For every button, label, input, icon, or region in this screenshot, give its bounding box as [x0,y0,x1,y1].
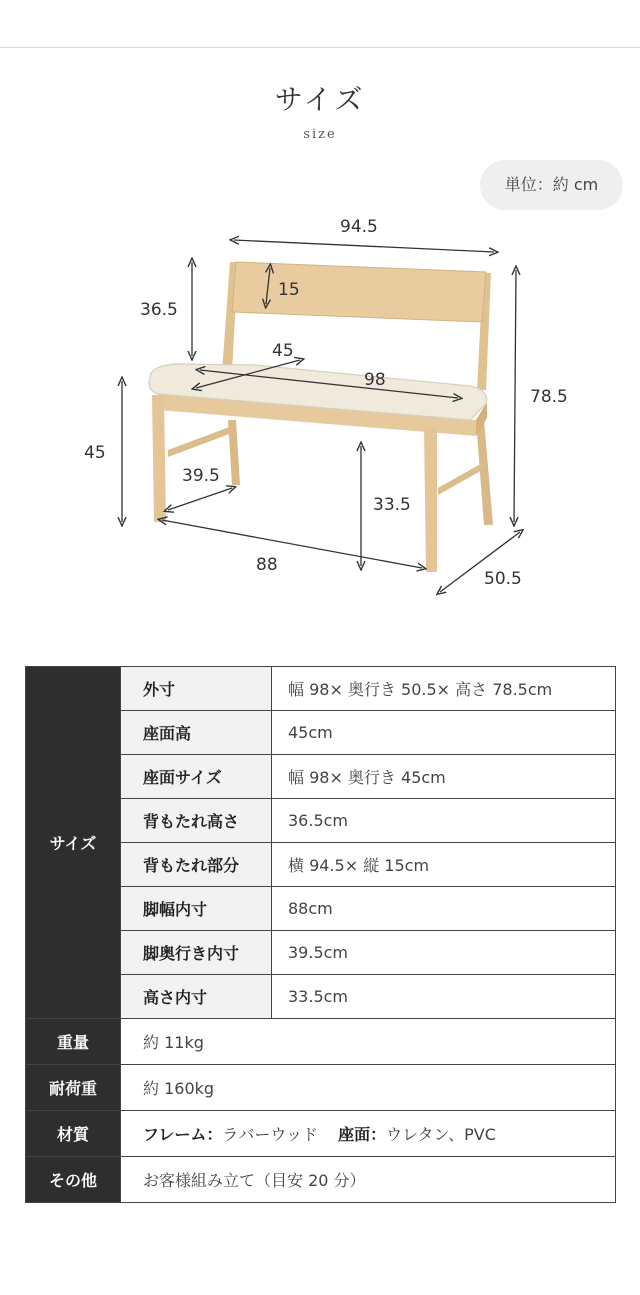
dim-backrest-board-label: 15 [278,280,300,300]
dim-seat-height-label: 45 [84,443,106,463]
seat-label: 座面： [338,1125,387,1144]
dim-width-label: 94.5 [340,217,378,237]
table-row [26,1157,616,1203]
load-label: 耐荷重 [26,1065,121,1111]
bench-illustration [149,262,493,572]
weight-value: 約 11kg [121,1019,616,1065]
table-row [26,667,616,711]
top-divider [0,47,640,48]
weight-label: 重量 [26,1019,121,1065]
table-row [26,1111,616,1157]
seat-value: ウレタン、PVC [386,1125,496,1144]
spec-value: 39.5cm [272,931,616,975]
dim-leg-width-label: 88 [256,555,278,575]
spec-value: 幅 98× 奥行き 50.5× 高さ 78.5cm [272,667,616,711]
section-subtitle: size [303,127,337,142]
spec-key: 外寸 [121,667,272,711]
table-row [26,1019,616,1065]
size-category-cell: サイズ [26,667,121,1019]
frame-value: ラバーウッド [222,1125,319,1144]
spec-value: 幅 98× 奥行き 45cm [272,755,616,799]
spec-value: 88cm [272,887,616,931]
material-value [121,1111,616,1157]
table-row [26,1065,616,1111]
other-label: その他 [26,1157,121,1203]
load-value: 約 160kg [121,1065,616,1111]
spec-value: 36.5cm [272,799,616,843]
spec-key: 高さ内寸 [121,975,272,1019]
dim-leg-depth-label: 39.5 [182,466,220,486]
dim-backrest-height-label: 36.5 [140,300,178,320]
material-label: 材質 [26,1111,121,1157]
frame-label: フレーム： [143,1125,223,1144]
dim-seat-width-label: 98 [364,370,386,390]
dim-depth-label: 50.5 [484,569,522,589]
spec-key: 背もたれ部分 [121,843,272,887]
spec-value: 45cm [272,711,616,755]
unit-badge: 単位：約 cm [480,160,623,210]
spec-key: 座面高 [121,711,272,755]
section-title: サイズ [274,83,366,116]
dim-total-height-label: 78.5 [530,387,568,407]
dim-seat-depth-label: 45 [272,341,294,361]
other-value: お客様組み立て（目安 20 分） [121,1157,616,1203]
spec-key: 背もたれ高さ [121,799,272,843]
spec-value: 横 94.5× 縦 15cm [272,843,616,887]
spec-key: 脚幅内寸 [121,887,272,931]
dim-inner-height-label: 33.5 [373,495,411,515]
spec-key: 座面サイズ [121,755,272,799]
spec-table [25,666,616,1203]
bench-dimension-diagram [0,210,640,610]
spec-key: 脚奥行き内寸 [121,931,272,975]
spec-value: 33.5cm [272,975,616,1019]
